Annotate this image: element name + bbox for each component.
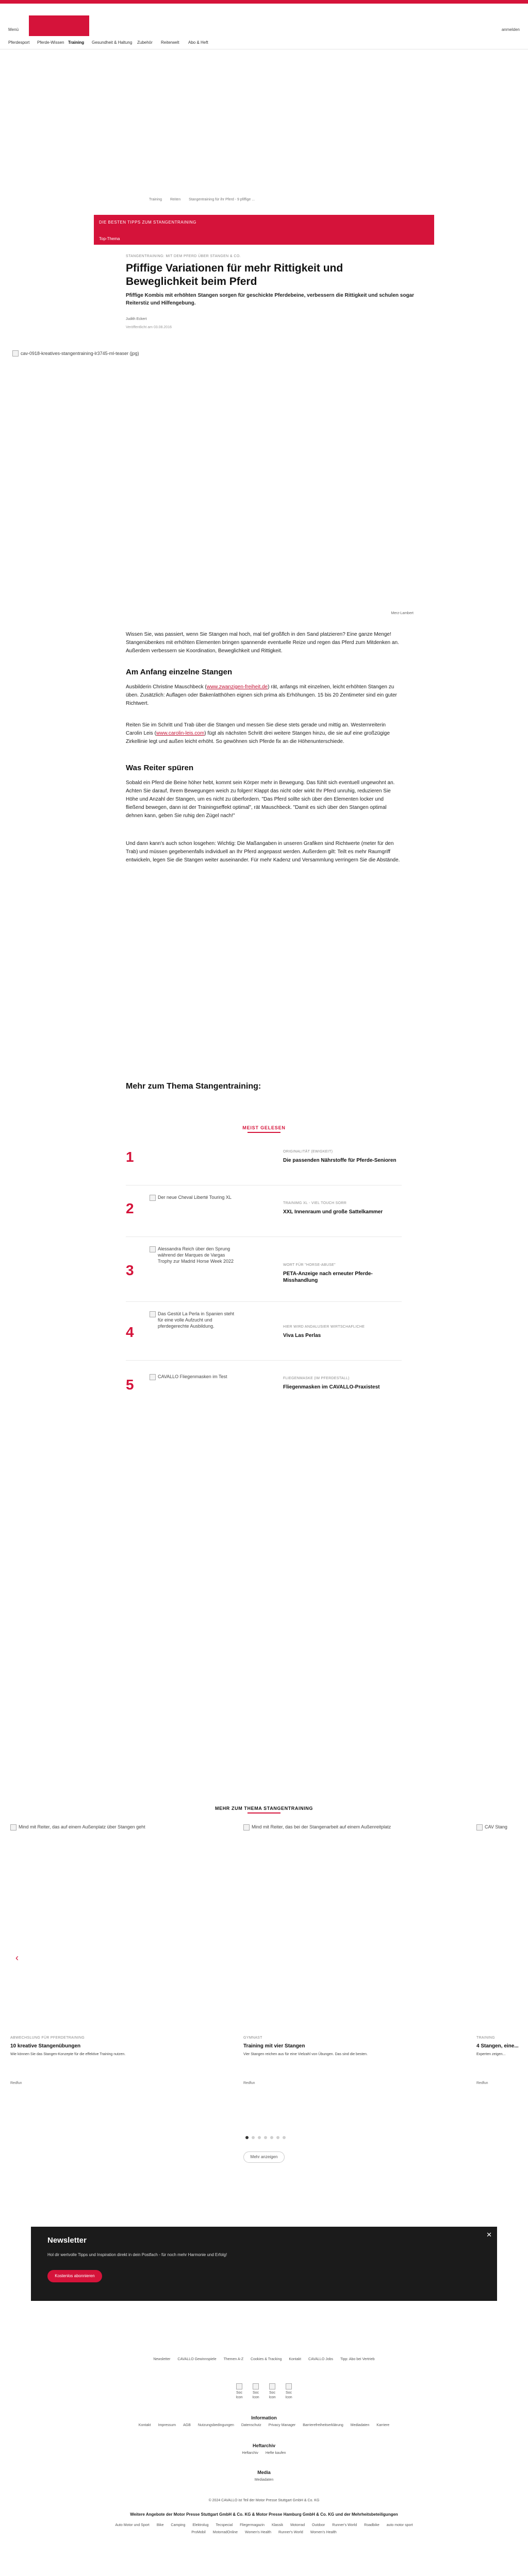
footer-info-links: [0, 2424, 528, 2427]
footer-archive-links: [0, 2451, 528, 2455]
broken-image-icon: [12, 350, 19, 357]
more-offers-links: [0, 2523, 528, 2527]
footer-link[interactable]: auto motor sport: [386, 2523, 413, 2527]
article-author[interactable]: Judith Eckert: [126, 317, 147, 321]
most-read-image: CAVALLO Fliegenmasken im Test: [150, 1374, 237, 1380]
most-read-title[interactable]: Viva Las Perlas: [283, 1333, 321, 1338]
carousel-dot[interactable]: [283, 2136, 286, 2139]
footer-link[interactable]: Hefte kaufen: [265, 2451, 286, 2455]
footer-media-links: [0, 2478, 528, 2482]
most-read-title[interactable]: XXL Innenraum und große Sattelkammer: [283, 1209, 383, 1215]
carousel-prev-icon[interactable]: ‹: [15, 1953, 19, 1963]
footer-link[interactable]: Roadbike: [364, 2523, 380, 2527]
rank-number: 5: [126, 1377, 134, 1393]
site-logo[interactable]: [29, 15, 89, 36]
most-read-underline: [248, 1132, 280, 1133]
rank-number: 4: [126, 1324, 134, 1340]
most-read-heading: MEIST GELESEN: [242, 1125, 286, 1130]
close-icon[interactable]: ✕: [486, 2231, 492, 2239]
footer-link[interactable]: Runner's World: [278, 2531, 303, 2534]
article-paragraph: Reiten Sie im Schritt und Trab über die Stangen und messen Sie diese stets gerade und mittig an. Westernreiterin Carolin Leis (www.carolin-leis.com) fügt als nächsten Schritt drei weitere Stangen hinzu, die sie auf eine großzügige Zirkellinie legt und außen leicht erhöht. So gewöhnen sich Pferde fix an die Höhenunterschiede.: [126, 722, 390, 744]
topic-banner-section: Top-Thema: [99, 236, 120, 241]
related-card-category: GYMNAST: [243, 2036, 262, 2040]
breadcrumb-item: Stangentraining für ihr Pferd - 9 pfiffige ...: [189, 198, 255, 201]
footer-link[interactable]: Heftarchiv: [242, 2451, 258, 2455]
rank-number: 2: [126, 1200, 134, 1216]
more-on-topic-heading: Mehr zum Thema Stangentraining:: [126, 1082, 261, 1091]
footer-link[interactable]: Barrierefreiheitserklärung: [303, 2424, 343, 2427]
footer-link[interactable]: Themen A-Z: [223, 2358, 244, 2361]
broken-image-icon: [10, 1824, 16, 1831]
article-paragraph: Und dann kann's auch schon losgehen: Wichtig: Die Maßangaben in unseren Grafiken sind Richtwerte (meter für den Trab) und müssen gegebenenfalls individuell an Ihr Pferd angepasst werden. Außerdem gilt: Teilt es mehr Raumgriff entwickeln, legen Sie die Stangen weiter auseinander. Für mehr Kadenz und Versammlung verringern Sie die Abstände.: [126, 841, 400, 863]
most-read-category: FLIEGENMASKE (IM PFERDESTALL): [283, 1377, 350, 1380]
footer-link[interactable]: Mediadaten: [350, 2424, 370, 2427]
footer-link[interactable]: Karriere: [376, 2424, 390, 2427]
broken-image-icon: [476, 1824, 483, 1831]
nav-item-zubehoer[interactable]: Zubehör: [137, 40, 153, 45]
footer-link[interactable]: Fliegermagazin: [240, 2523, 265, 2527]
footer-link[interactable]: Kontakt: [289, 2358, 302, 2361]
article-title: Pfiffige Variationen für mehr Rittigkeit und Beweglichkeit beim Pferd: [126, 262, 343, 287]
footer-link[interactable]: Klassik: [271, 2523, 284, 2527]
divider: [126, 1301, 402, 1302]
divider: [126, 1360, 402, 1361]
topic-banner[interactable]: [94, 215, 434, 245]
social-icon[interactable]: Soc Icon: [267, 2383, 278, 2401]
footer-link[interactable]: Bike: [156, 2523, 164, 2527]
broken-image-icon: [150, 1374, 156, 1380]
footer-link[interactable]: Motorrad: [290, 2523, 305, 2527]
footer-link[interactable]: Impressum: [158, 2424, 176, 2427]
rank-number: 3: [126, 1262, 134, 1278]
footer-links: [0, 2358, 528, 2361]
related-card-author: Redfun: [243, 2081, 255, 2085]
newsletter-box: [31, 2227, 497, 2301]
more-offers-heading: Weitere Angebote der Motor Presse Stuttgart GmbH & Co. KG & Motor Presse Hamburg GmbH & Co. KG und der Mehrheitsbeteiligungen: [130, 2512, 398, 2517]
footer-link[interactable]: ProMobil: [191, 2531, 206, 2534]
most-read-image: Der neue Cheval Liberté Touring XL: [150, 1194, 237, 1201]
more-offers-links: [0, 2531, 528, 2534]
menu-button[interactable]: Menü: [8, 27, 19, 32]
footer-link[interactable]: Elektrolug: [192, 2523, 209, 2527]
footer-link[interactable]: Tipp: Abo bei Vertrieb: [340, 2358, 375, 2361]
breadcrumb-item[interactable]: Training: [149, 198, 162, 201]
main-nav: [0, 37, 528, 49]
related-card-title[interactable]: 4 Stangen, eine...: [476, 2043, 519, 2049]
footer-link[interactable]: Newsletter: [153, 2358, 171, 2361]
footer-link[interactable]: Women's Health: [310, 2531, 337, 2534]
social-icon[interactable]: Soc Icon: [250, 2383, 261, 2401]
most-read-image: Das Gestüt La Perla in Spanien steht für eine volle Aufzucht und pferdegerechte Ausbildung.: [150, 1311, 237, 1329]
topic-banner-label: DIE BESTEN TIPPS ZUM STANGENTRAINING: [99, 220, 196, 225]
nav-item-reiterwelt[interactable]: Reiterwelt: [161, 40, 179, 45]
related-card-title[interactable]: 10 kreative Stangenübungen: [10, 2043, 81, 2049]
related-card-title[interactable]: Training mit vier Stangen: [243, 2043, 305, 2049]
copyright: © 2024 CAVALLO ist Teil der Motor Presse Stuttgart GmbH & Co. KG: [208, 2499, 320, 2502]
most-read-category: ORIGINALITÄT (EWIGKEIT): [283, 1150, 333, 1154]
carousel-dot[interactable]: [270, 2136, 273, 2139]
related-card-author: Redfun: [10, 2081, 22, 2085]
footer-link[interactable]: Mediadaten: [254, 2478, 274, 2482]
footer-link[interactable]: MotorradOnline: [212, 2531, 238, 2534]
footer-heading: Media: [257, 2470, 271, 2475]
related-card-author: Redfun: [476, 2081, 488, 2085]
footer-link[interactable]: CAVALLO Gewinnspiele: [177, 2358, 217, 2361]
footer-link[interactable]: Camping: [171, 2523, 186, 2527]
section-heading: Am Anfang einzelne Stangen: [126, 668, 233, 676]
breadcrumb: [149, 198, 262, 201]
related-card-image[interactable]: CAV Stang: [476, 1824, 526, 1831]
most-read-image: Alessandra Reich über den Sprung während der Marques de Vargas Trophy zur Madrid Horse Week 2022: [150, 1246, 237, 1264]
related-underline: [248, 1812, 280, 1814]
newsletter-subscribe-button[interactable]: Kostenlos abonnieren: [47, 2270, 102, 2282]
hero-image-alt: cav-0918-kreatives-stangentraining-lr3745-ml-teaser (jpg): [21, 351, 139, 356]
site-header: [0, 4, 528, 33]
nav-item-abo[interactable]: Abo & Heft: [188, 40, 208, 45]
login-link[interactable]: anmelden: [501, 27, 520, 32]
footer-link[interactable]: Women's Health: [244, 2531, 271, 2534]
footer-link[interactable]: Cookies & Tracking: [251, 2358, 282, 2361]
related-card-image[interactable]: Mind mit Reiter, das auf einem Außenplatz über Stangen geht: [10, 1824, 237, 1831]
external-link[interactable]: www.carolin-leis.com: [156, 731, 205, 736]
show-more-button[interactable]: Mehr anzeigen: [243, 2151, 285, 2163]
newsletter-title: Newsletter: [47, 2236, 87, 2245]
broken-image-icon: [150, 1311, 156, 1317]
related-heading: MEHR ZUM THEMA STANGENTRAINING: [215, 1806, 313, 1811]
article-date: Veröffentlicht am 03.08.2016: [126, 326, 172, 329]
social-links: [0, 2383, 528, 2401]
broken-image-icon: [243, 1824, 250, 1831]
footer-link[interactable]: Privacy Manager: [268, 2424, 296, 2427]
newsletter-desc: Hol dir wertvolle Tipps und Inspiration direkt in dein Postfach - für noch mehr Harmonie und Erfolg!: [47, 2252, 227, 2257]
article-paragraph: Sobald ein Pferd die Beine höher hebt, kommt sein Körper mehr in Bewegung. Das fühlt sich eventuell ungewohnt an. Achten Sie darauf, Ihrem Bewegungen weich zu folgen! Klappt das nicht oder wirkt Ihr Pferd unruhig, reduzieren Sie Höhe und Anzahl der Stangen, um es nicht zu überfordern. "Das Pferd sollte sich über den Elementen locker und fließend bewegen, dann ist der Trainingseffekt optimal", rät Mauschbeck. "Damit es sich über den Stangen optimal dehnen kann, geben Sie ruhig den Zügel nach!": [126, 780, 395, 819]
social-icon[interactable]: Soc Icon: [283, 2383, 294, 2401]
article-paragraph: Ausbilderin Christine Mauschbeck (www.zwanzigen-freiheit.de) rät, anfangs mit einzelnen, leicht erhöhten Stangen zu üben. Zusätzlich: Auflagen oder Bakenlatthöhen eignen sich prima als Erhöhungen. 15 bis 20 Zentimeter sind ein guter Richtwert.: [126, 684, 397, 706]
top-accent-bar: [0, 0, 528, 4]
footer-link[interactable]: Outdoor: [312, 2523, 325, 2527]
article-lead: Pfiffige Kombis mit erhöhten Stangen sorgen für geschickte Pferdebeine, verbessern die Rittigkeit und schulen sogar Reiterstiz und Hilfengebung.: [126, 293, 415, 306]
rank-number: 1: [126, 1149, 134, 1165]
related-card-image[interactable]: Mind mit Reiter, das bei der Stangenarbeit auf einem Außenreitplatz: [243, 1824, 470, 1831]
footer-link[interactable]: Runner's World: [332, 2523, 357, 2527]
footer-link[interactable]: Auto Motor und Sport: [115, 2523, 150, 2527]
most-read-title[interactable]: Fliegenmasken im CAVALLO-Praxistest: [283, 1384, 380, 1390]
footer-link[interactable]: AGB: [183, 2424, 191, 2427]
divider: [126, 1236, 402, 1237]
broken-image-icon: [150, 1246, 156, 1252]
carousel-dots: [245, 2136, 286, 2139]
most-read-title[interactable]: PETA-Anzeige nach erneuter Pferde-Misshandlung: [283, 1271, 373, 1283]
nav-item-gesundheit[interactable]: Gesundheit & Haltung: [92, 40, 133, 45]
breadcrumb-item[interactable]: Reiten: [170, 198, 181, 201]
footer-link[interactable]: Datenschutz: [241, 2424, 261, 2427]
nav-item-pferdesport[interactable]: Pferdesport: [8, 40, 30, 45]
social-icon[interactable]: Soc Icon: [234, 2383, 245, 2401]
related-card-category: ABWECHSLUNG FÜR PFERDETRAINING: [10, 2036, 85, 2040]
nav-item-training[interactable]: Training: [68, 40, 85, 45]
footer-link[interactable]: CAVALLO Jobs: [308, 2358, 334, 2361]
external-link[interactable]: www.zwanzigen-freiheit.de: [206, 684, 268, 690]
article-paragraph: Wissen Sie, was passiert, wenn Sie Stangen mal hoch, mal tief großflch in den Sand platzieren? Eine ganze Menge! Stangenübenkes mit erhöhten Elementen bringen spannende eventuelle Reize und regen das Pferd zum Mitdenken an. Außerdem verbessern sie Koordination, Beweglichkeit und Rittigkeit.: [126, 632, 399, 654]
nav-item-pferde-wissen[interactable]: Pferde-Wissen: [37, 40, 64, 45]
carousel-dot[interactable]: [276, 2136, 279, 2139]
related-card-desc: Wie können Sie das Stangen-Konzepte für die effektive Training nutzen.: [10, 2053, 126, 2056]
article-kicker: STANGENTRAINING: MIT DEM PFERD ÜBER STANGEN & CO.: [126, 255, 241, 258]
most-read-category: HIER WIRD ANDALUSIER WIRTSCHAFLICHE: [283, 1325, 365, 1329]
footer-heading: Information: [251, 2415, 277, 2420]
most-read-category: TRAINIMG XL - VIEL TOUCH SORR: [283, 1201, 347, 1205]
related-card-desc: Experten zeigen...: [476, 2053, 506, 2056]
carousel-dot[interactable]: [258, 2136, 261, 2139]
carousel-dot[interactable]: [264, 2136, 267, 2139]
hero-image: [0, 342, 528, 610]
section-heading: Was Reiter spüren: [126, 764, 194, 772]
footer-link[interactable]: Tecspecial: [216, 2523, 233, 2527]
carousel-dot[interactable]: [252, 2136, 255, 2139]
footer-heading: Heftarchiv: [252, 2443, 275, 2448]
footer-link[interactable]: Nutzungsbedingungen: [197, 2424, 234, 2427]
related-card-category: TRAINING: [476, 2036, 495, 2040]
footer-link[interactable]: Kontakt: [138, 2424, 151, 2427]
most-read-title[interactable]: Die passenden Nährstoffe für Pferde-Senioren: [283, 1158, 397, 1163]
image-credit: Merz-Lambert: [391, 612, 414, 615]
related-card-desc: Vier Stangen reichen aus für eine Vielzahl von Übungen. Das sind die besten.: [243, 2053, 368, 2056]
broken-image-icon: [150, 1195, 156, 1201]
carousel-dot[interactable]: [245, 2136, 249, 2139]
most-read-category: WORT FÜR "HORSE-ABUSE": [283, 1263, 336, 1267]
